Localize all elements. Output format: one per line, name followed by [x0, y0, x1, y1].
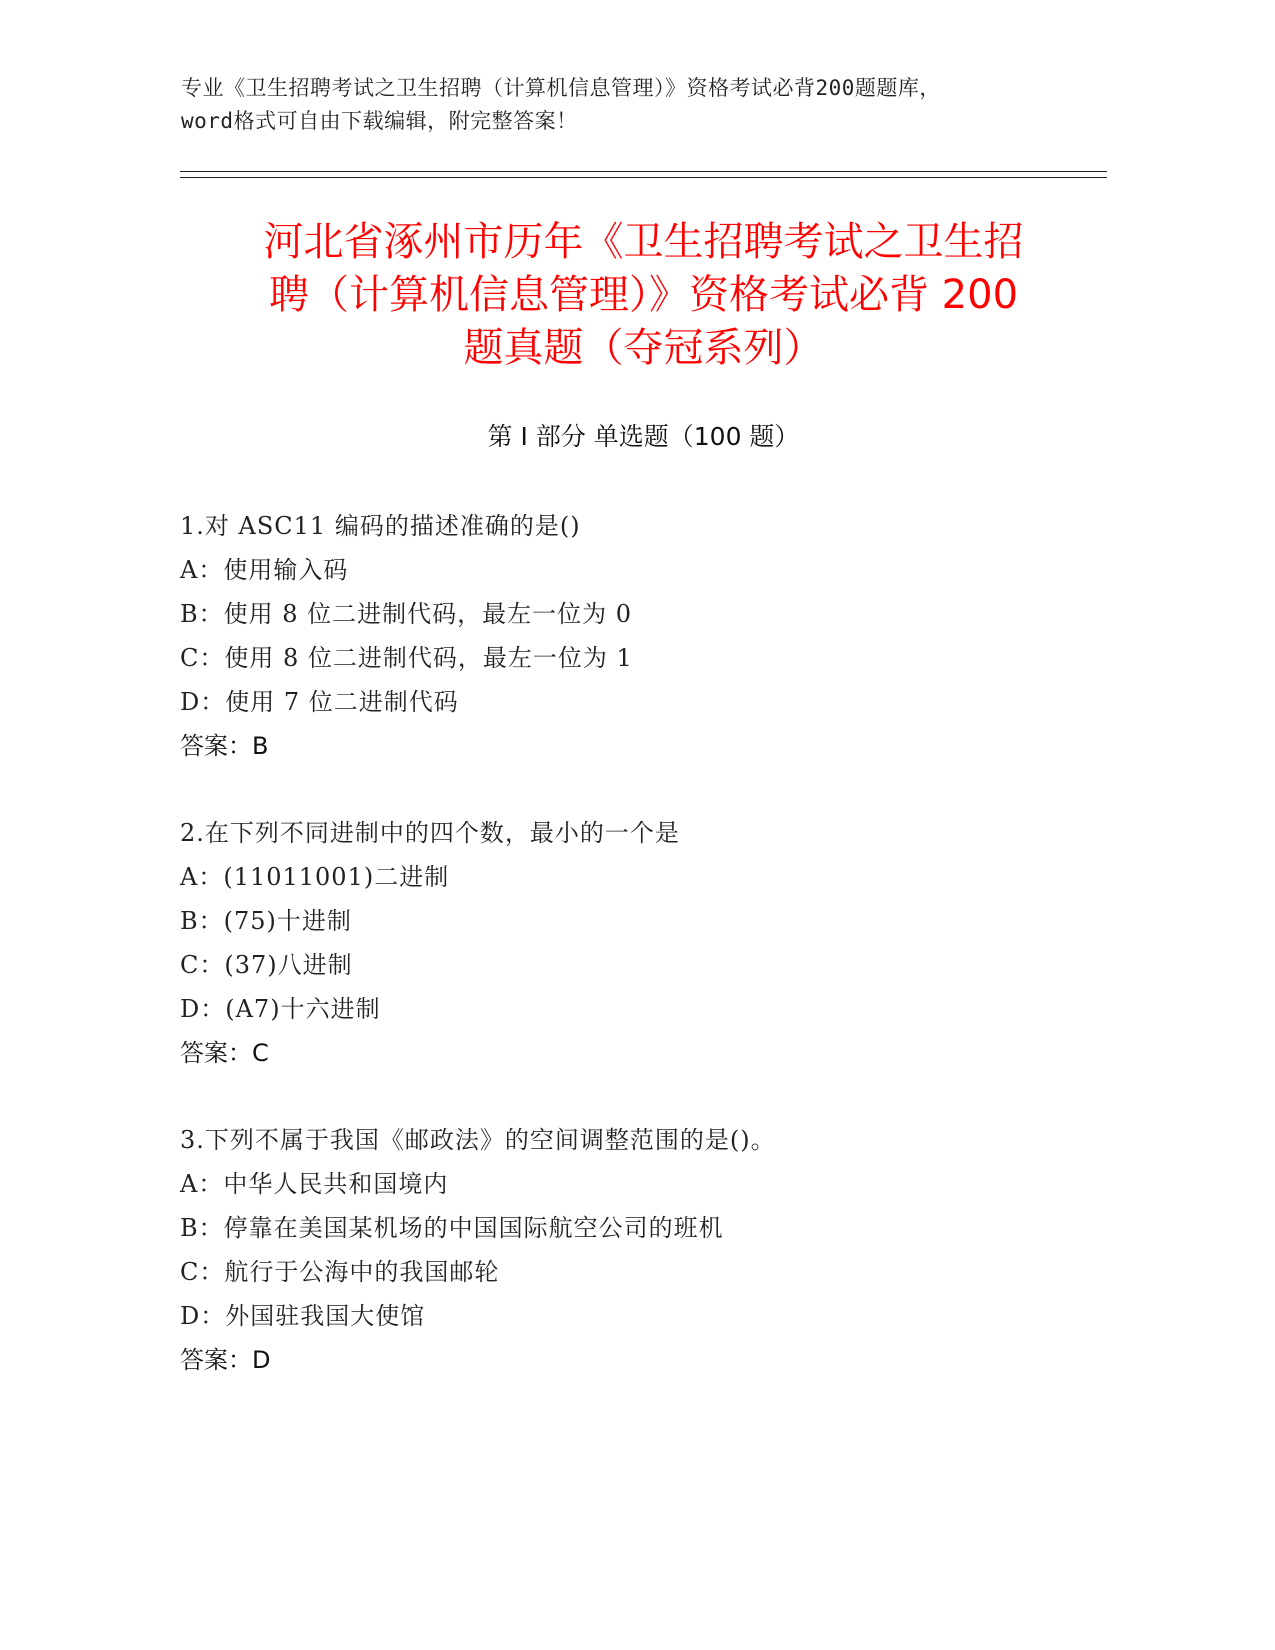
answer: 答案：D: [180, 1346, 271, 1374]
option-d: D：使用 7 位二进制代码: [180, 688, 459, 716]
question-3: [180, 1118, 1107, 1382]
header-divider-top: [180, 171, 1107, 172]
question-stem: 3.下列不属于我国《邮政法》的空间调整范围的是()。: [180, 1126, 776, 1154]
option-d: D：外国驻我国大使馆: [180, 1302, 426, 1330]
question-stem: 1.对 ASC11 编码的描述准确的是(): [180, 512, 581, 540]
option-a: A：中华人民共和国境内: [180, 1170, 449, 1198]
option-b: B：使用 8 位二进制代码，最左一位为 0: [180, 600, 633, 628]
title-line-1: 河北省涿州市历年《卫生招聘考试之卫生招: [263, 219, 1024, 265]
header-line-2: word格式可自由下载编辑，附完整答案！: [181, 109, 578, 133]
title-line-2: 聘（计算机信息管理）》资格考试必背 200: [268, 272, 1019, 318]
header-line-1: 专业《卫生招聘考试之卫生招聘（计算机信息管理）》资格考试必背200题题库，: [181, 76, 941, 100]
option-b: B：(75)十进制: [180, 907, 352, 935]
answer: 答案：C: [180, 1039, 269, 1067]
title-line-3: 题真题（夺冠系列）: [463, 325, 824, 371]
question-list: [180, 504, 1107, 1425]
option-c: C：(37)八进制: [180, 951, 353, 979]
option-a: A：(11011001)二进制: [180, 863, 450, 891]
option-b: B：停靠在美国某机场的中国国际航空公司的班机: [180, 1214, 724, 1242]
question-stem: 2.在下列不同进制中的四个数，最小的一个是: [180, 819, 680, 847]
answer: 答案：B: [180, 732, 269, 760]
section-heading: 第 I 部分 单选题（100 题）: [487, 422, 800, 451]
option-c: C：使用 8 位二进制代码，最左一位为 1: [180, 644, 633, 672]
option-a: A：使用输入码: [180, 556, 349, 584]
option-d: D：(A7)十六进制: [180, 995, 381, 1023]
document-title: [180, 216, 1107, 375]
question-1: [180, 504, 1107, 768]
option-c: C：航行于公海中的我国邮轮: [180, 1258, 500, 1286]
header-divider-bottom: [180, 177, 1107, 178]
question-2: [180, 811, 1107, 1075]
document-header: [181, 72, 1111, 138]
